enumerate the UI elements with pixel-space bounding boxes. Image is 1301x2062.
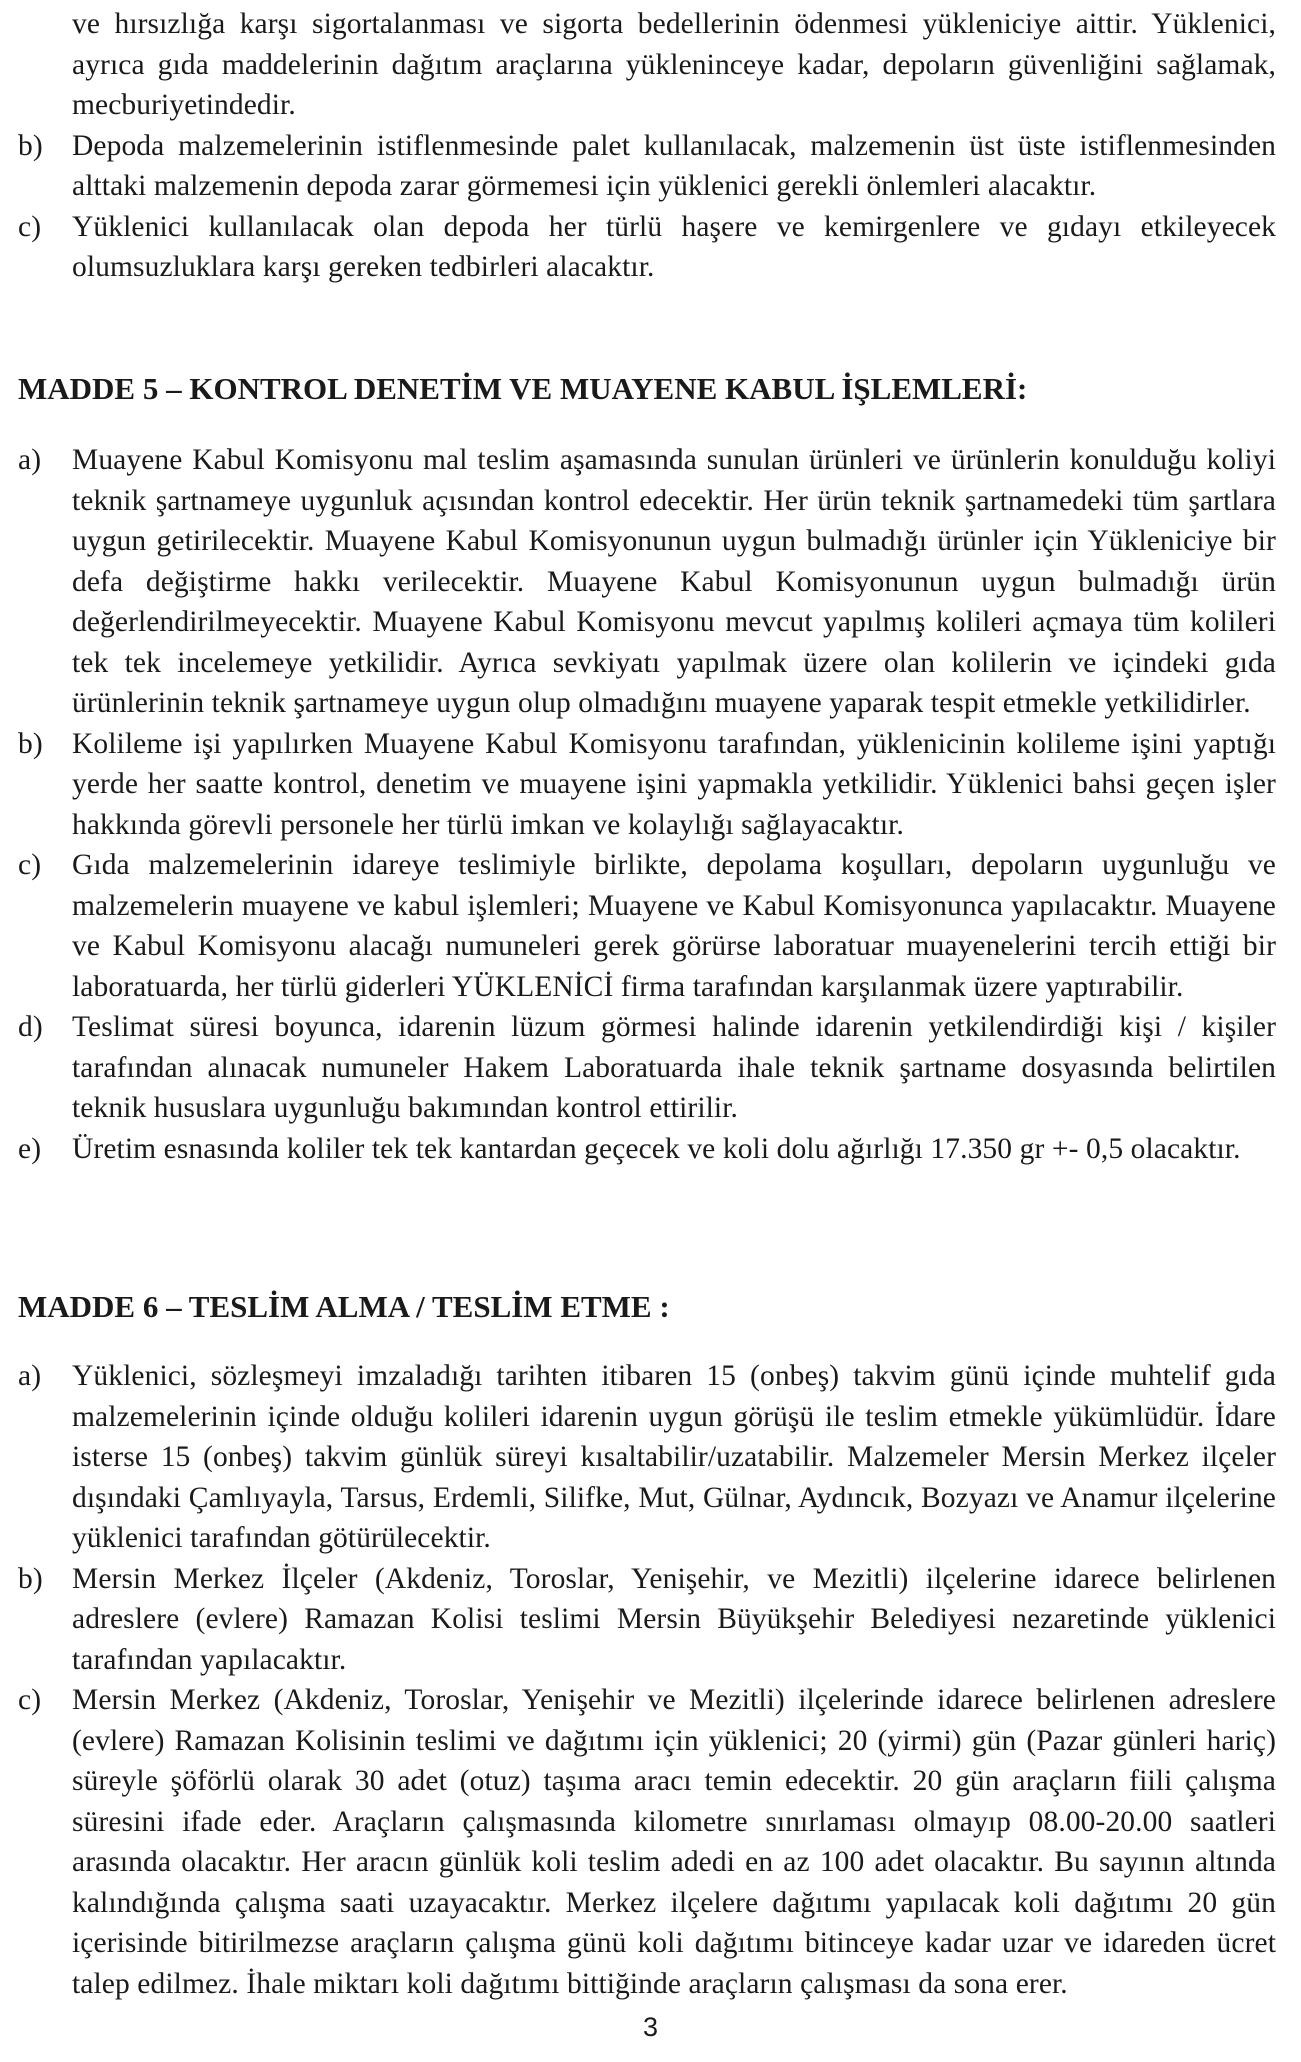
section-heading-madde-5: MADDE 5 – KONTROL DENETİM VE MUAYENE KABUL İŞLEMLERİ: bbox=[18, 371, 1028, 406]
list-item-text: Gıda malzemelerinin idareye teslimiyle birlikte, depolama koşulları, depoların uygunluğu ve malzemelerin muayene ve kabul işlemleri; Muayene ve Kabul Komisyonunca yapılacaktır. Muayene ve Kabul Komisyonu alacağı numuneleri gerek görürse laboratuar muayenelerini tercih ettiği bir laboratuarda, her türlü giderleri YÜKLENİCİ firma tarafından karşılanmak üzere yaptırabilir. bbox=[72, 849, 1276, 1003]
list-marker: c) bbox=[18, 210, 42, 243]
list-marker: b) bbox=[18, 1562, 43, 1595]
list-item-text: Mersin Merkez İlçeler (Akdeniz, Toroslar, Yenişehir, ve Mezitli) ilçelerine idarece belirlenen adreslere (evlere) Ramazan Kolisi teslimi Mersin Büyükşehir Belediyesi nezaretinde yüklenici tarafından yapılacaktır. bbox=[72, 1562, 1276, 1676]
list-item bbox=[18, 1129, 1276, 1170]
list-marker: d) bbox=[18, 1011, 43, 1043]
list-marker: a) bbox=[18, 1360, 42, 1392]
page-number: 3 bbox=[642, 2012, 659, 2042]
madde-5-items bbox=[18, 440, 1276, 1169]
list-marker: b) bbox=[18, 727, 43, 760]
list-item-text: Teslimat süresi boyunca, idarenin lüzum görmesi halinde idarenin yetkilendirdiği kişi / kişiler tarafından alınacak numuneler Hakem Laboratuarda ihale teknik şartname dosyasında belirtilen teknik hususlara uygunluğu bakımından kontrol ettirilir. bbox=[72, 1011, 1276, 1124]
list-marker: b) bbox=[18, 129, 43, 162]
section-heading-madde-6: MADDE 6 – TESLİM ALMA / TESLİM ETME : bbox=[18, 1289, 670, 1324]
list-marker: c) bbox=[18, 1684, 42, 1716]
list-item bbox=[18, 1559, 1276, 1681]
list-marker: a) bbox=[18, 444, 42, 476]
list-item-text: Kolileme işi yapılırken Muayene Kabul Komisyonu tarafından, yüklenicinin kolileme işini yaptığı yerde her saatte kontrol, denetim ve muayene işini yapmakla yetkilidir. Yüklenici bahsi geçen işler hakkında görevli personele her türlü imkan ve kolaylığı sağlayacaktır. bbox=[72, 727, 1276, 841]
list-item-text: Muayene Kabul Komisyonu mal teslim aşamasında sunulan ürünleri ve ürünlerin konulduğu koliyi teknik şartnameye uygunluk açısından kontrol edecektir. Her ürün teknik şartnamedeki tüm şartlara uygun getirilecektir. Muayene Kabul Komisyonunun uygun bulmadığı ürünler için Yükleniciye bir defa değiştirme hakkı verilecektir. Muayene Kabul Komisyonunun uygun bulmadığı ürün değerlendirilmeyecektir. Muayene Kabul Komisyonu mevcut yapılmış kolileri açmaya tüm kolileri tek tek incelemeye yetkilidir. Ayrıca sevkiyatı yapılmak üzere olan kolilerin ve içindeki gıda ürünlerinin teknik şartnameye uygun olup olmadığını muayene yaparak tespit etmekle yetkilidirler. bbox=[72, 444, 1276, 719]
list-item bbox=[18, 724, 1276, 846]
continuation-paragraph: ve hırsızlığa karşı sigortalanması ve sigorta bedellerinin ödenmesi yükleniciye aittir. Yüklenici, ayrıca gıda maddelerinin dağıtım araçlarına yükleninceye kadar, depoların güvenliğini sağlamak, mecburiyetindedir. bbox=[72, 8, 1276, 121]
list-item bbox=[18, 126, 1276, 207]
list-item bbox=[18, 1356, 1276, 1559]
list-item-text: Depoda malzemelerinin istiflenmesinde palet kullanılacak, malzemenin üst üste istiflenmesinden alttaki malzemenin depoda zarar görmemesi için yüklenici gerekli önlemleri alacaktır. bbox=[72, 129, 1276, 202]
madde-6-items bbox=[18, 1356, 1276, 2004]
list-item bbox=[18, 845, 1276, 1007]
top-section bbox=[18, 4, 1276, 288]
list-item-text: Üretim esnasında koliler tek tek kantardan geçecek ve koli dolu ağırlığı 17.350 gr +- 0,5 olacaktır. bbox=[72, 1132, 1241, 1165]
list-marker: e) bbox=[18, 1132, 42, 1165]
list-item bbox=[18, 1007, 1276, 1129]
list-item bbox=[18, 440, 1276, 724]
list-item-text: Mersin Merkez (Akdeniz, Toroslar, Yenişehir ve Mezitli) ilçelerinde idarece belirlenen adreslere (evlere) Ramazan Kolisinin teslimi ve dağıtımı için yüklenici; 20 (yirmi) gün (Pazar günleri hariç) süreyle şöförlü olarak 30 adet (otuz) taşıma aracı temin edecektir. 20 gün araçların fiili çalışma süresini ifade eder. Araçların çalışmasında kilometre sınırlaması olmayıp 08.00-20.00 saatleri arasında olacaktır. Her aracın günlük koli teslim adedi en az 100 adet olacaktır. Bu sayının altında kalındığında çalışma saati uzayacaktır. Merkez ilçelere dağıtımı yapılacak koli dağıtımı 20 gün içerisinde bitirilmezse araçların çalışma günü koli dağıtımı bitinceye kadar uzar ve idareden ücret talep edilmez. İhale miktarı koli dağıtımı bittiğinde araçların çalışması da sona erer. bbox=[72, 1684, 1276, 2000]
list-marker: c) bbox=[18, 849, 42, 881]
list-item-text: Yüklenici kullanılacak olan depoda her türlü haşere ve kemirgenlere ve gıdayı etkileyecek olumsuzluklara karşı gereken tedbirleri alacaktır. bbox=[72, 210, 1276, 283]
list-item-text: Yüklenici, sözleşmeyi imzaladığı tarihten itibaren 15 (onbeş) takvim günü içinde muhtelif gıda malzemelerinin içinde olduğu kolileri idarenin uygun görüşü ile teslim etmekle yükümlüdür. İdare isterse 15 (onbeş) takvim günlük süreyi kısaltabilir/uzatabilir. Malzemeler Mersin Merkez ilçeler dışındaki Çamlıyayla, Tarsus, Erdemli, Silifke, Mut, Gülnar, Aydıncık, Bozyazı ve Anamur ilçelerine yüklenici tarafından götürülecektir. bbox=[72, 1360, 1276, 1554]
list-item bbox=[18, 207, 1276, 288]
list-item bbox=[18, 1680, 1276, 2004]
